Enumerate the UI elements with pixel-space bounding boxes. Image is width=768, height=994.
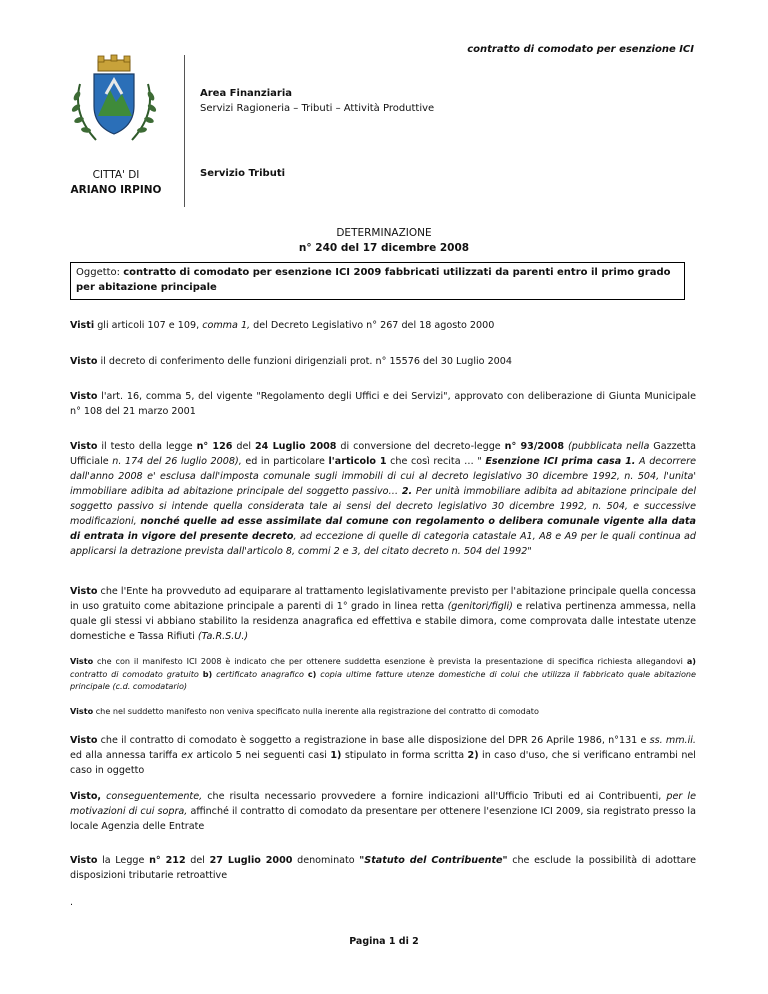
paragraph-text: affinché il contratto di comodato da presentare per ottenere l'esenzione ICI 2009, sia registrato presso la locale Agenzia delle Entrate — [70, 806, 696, 832]
paragraph-bold: 27 Luglio 2000 — [209, 855, 293, 866]
paragraph-text: ed in particolare — [245, 456, 325, 467]
paragraph-text: articolo 5 nei seguenti casi — [196, 750, 327, 761]
paragraph-bold-italic: nonché quelle ad esse assimilate dal comune con regolamento o delibera comunale vigente alla data di entrata in vigore del presente decreto — [70, 516, 696, 542]
paragraph-italic: comma 1, — [202, 320, 251, 331]
paragraph-visto-manifesto — [70, 655, 696, 693]
paragraph-visto-legge-126 — [70, 439, 696, 559]
paragraph-bold: c) — [307, 668, 317, 679]
paragraph-text: e relativa pertinenza ammessa, nella quale gli stessi vi abbiano stabilito la residenza anagrafica ed effettiva e stabile dimora, come comprovata dalle intestate utenze domestiche e Tassa Rifiuti — [70, 601, 696, 642]
paragraph-bold-italic: "Statuto del Contribuente" — [359, 855, 508, 866]
paragraph-lead: Visto — [70, 735, 98, 746]
paragraph-visto-regolamento — [70, 389, 696, 419]
paragraph-text: che così recita … " — [390, 456, 482, 467]
paragraph-text: l'art. 16, comma 5, del vigente "Regolamento degli Uffici e dei Servizi", approvato con deliberazione di Giunta Municipale n° 108 del 21 marzo 2001 — [70, 391, 696, 417]
paragraph-visto-contratto — [70, 733, 696, 778]
paragraph-text: che con il manifesto ICI 2008 è indicato che per ottenere suddetta esenzione è prevista la presentazione di specifica richiesta allegandovi — [97, 656, 683, 666]
paragraph-italic: conseguentemente, — [106, 791, 203, 802]
paragraph-bold: n° 126 — [196, 441, 233, 452]
city-line1: CITTA' DI — [92, 169, 140, 181]
city-name-block — [58, 168, 174, 198]
paragraph-text: che il contratto di comodato è soggetto a registrazione in base alle disposizione del DPR 26 Aprile 1986, n°131 e — [100, 735, 647, 746]
paragraph-lead: Visto — [70, 706, 94, 716]
area-block — [200, 86, 434, 116]
paragraph-bold-italic: Esenzione ICI prima casa 1. — [485, 456, 636, 467]
paragraph-lead: Visto — [70, 441, 98, 452]
paragraph-text: stipulato in forma scritta — [344, 750, 465, 761]
paragraph-italic: Per unità immobiliare adibita ad abitazione principale del soggetto passivo si intende quella considerata tale ai sensi del decreto legislativo 30 dicembre 1992, n. 504, e successive modificazioni, — [70, 486, 696, 527]
paragraph-lead: Visto — [70, 586, 98, 597]
paragraph-italic: contratto di comodato gratuito — [70, 668, 199, 679]
paragraph-text: la Legge — [102, 855, 145, 866]
paragraph-lead: Visto — [70, 656, 94, 666]
paragraph-lead: Visto — [70, 356, 98, 367]
oggetto-text: contratto di comodato per esenzione ICI 2009 fabbricati utilizzati da parenti entro il primo grado per abitazione principale — [76, 267, 671, 293]
paragraph-bold: l'articolo 1 — [328, 456, 387, 467]
header-divider — [184, 55, 185, 207]
paragraph-bold-italic: 2. — [401, 486, 413, 497]
paragraph-text: in caso d'uso, che si verificano entrambi nel caso in oggetto — [70, 750, 696, 776]
paragraph-text: del — [236, 441, 252, 452]
oggetto-label: Oggetto: — [76, 267, 121, 278]
paragraph-text: denominato — [297, 855, 355, 866]
paragraph-text: che esclude la possibilità di adottare disposizioni tributarie retroattive — [70, 855, 697, 881]
paragraph-visto-statuto — [70, 853, 696, 883]
service-name: Servizio Tributi — [200, 168, 286, 179]
paragraph-bold: b) — [202, 668, 213, 679]
paragraph-italic: ss. mm.ii. — [649, 735, 696, 746]
area-title: Area Finanziaria — [200, 88, 293, 99]
paragraph-italic: , ad eccezione di quelle di categoria catastale A1, A8 e A9 per le quali continua ad applicarsi la detrazione prevista dall'articolo 8, commi 2 e 3, del citato decreto n. 504 del 1992" — [70, 531, 696, 557]
paragraph-italic: per le motivazioni di cui sopra, — [70, 791, 696, 817]
paragraph-visto-decreto — [70, 354, 696, 369]
paragraph-visto-registrazione — [70, 705, 696, 718]
paragraph-italic: (pubblicata nella — [567, 441, 650, 452]
paragraph-bold: n° 212 — [149, 855, 186, 866]
paragraph-text: che l'Ente ha provveduto ad equiparare al trattamento legislativamente previsto per l'abitazione principale quella concessa in uso gratuito come abitazione principale a parenti di 1° grado in linea retta — [70, 586, 696, 612]
stray-dot: . — [70, 897, 74, 908]
paragraph-bold: a) — [686, 656, 696, 666]
paragraph-text: ed alla annessa tariffa — [70, 750, 178, 761]
paragraph-italic: ex — [181, 750, 193, 761]
paragraph-italic: A decorrere dall'anno 2008 e' esclusa dall'imposta comunale sugli immobili di cui al decreto legislativo 30 dicembre 1992, n. 504, l'unita' immobiliare adibita ad abitazione principale del soggetto passivo… — [70, 456, 696, 497]
city-line2: ARIANO IRPINO — [70, 184, 162, 196]
paragraph-italic: (Ta.R.S.U.) — [197, 631, 249, 642]
oggetto-box — [70, 262, 685, 300]
paragraph-text: del — [190, 855, 205, 866]
paragraph-bold: 2) — [467, 750, 479, 761]
determinazione-title: DETERMINAZIONE — [336, 227, 432, 239]
paragraph-text: il testo della legge — [101, 441, 193, 452]
paragraph-text: del Decreto Legislativo n° 267 del 18 agosto 2000 — [253, 320, 495, 331]
paragraph-text: che nel suddetto manifesto non veniva specificato nulla inerente alla registrazione del contratto di comodato — [95, 706, 539, 716]
paragraph-bold: 1) — [330, 750, 342, 761]
paragraph-lead: Visti — [70, 320, 95, 331]
paragraph-text: Gazzetta Ufficiale — [70, 441, 696, 467]
paragraph-visti-articoli — [70, 318, 696, 333]
paragraph-bold: 24 Luglio 2008 — [255, 441, 337, 452]
paragraph-italic: n. 174 del 26 luglio 2008), — [112, 456, 242, 467]
paragraph-visto-equiparazione — [70, 584, 696, 644]
paragraph-text: che risulta necessario provvedere a fornire indicazioni all'Ufficio Tributi ed ai Contribuenti, — [207, 791, 662, 802]
determinazione-number: n° 240 del 17 dicembre 2008 — [298, 242, 470, 254]
determinazione-heading — [0, 226, 768, 256]
paragraph-text: gli articoli 107 e 109, — [97, 320, 200, 331]
paragraph-text: di conversione del decreto-legge — [340, 441, 501, 452]
paragraph-lead: Visto — [70, 391, 98, 402]
paragraph-italic: (genitori/figli) — [447, 601, 513, 612]
page-number: Pagina 1 di 2 — [349, 936, 419, 947]
area-subtitle: Servizi Ragioneria – Tributi – Attività Produttive — [200, 103, 435, 114]
paragraph-italic: copia ultime fatture utenze domestiche di colui che utilizza il fabbricato quale abitazione principale (c.d. comodatario) — [70, 668, 697, 691]
paragraph-lead: Visto — [70, 855, 98, 866]
paragraph-lead: Visto, — [70, 791, 102, 802]
paragraph-bold: n° 93/2008 — [504, 441, 565, 452]
paragraph-text: il decreto di conferimento delle funzioni dirigenziali prot. n° 15576 del 30 Luglio 2004 — [100, 356, 512, 367]
paragraph-italic: certificato anagrafico — [216, 668, 304, 679]
paragraph-visto-conseguentemente — [70, 789, 696, 834]
header-document-title: contratto di comodato per esenzione ICI — [467, 44, 694, 55]
municipal-crest-logo — [66, 54, 162, 150]
